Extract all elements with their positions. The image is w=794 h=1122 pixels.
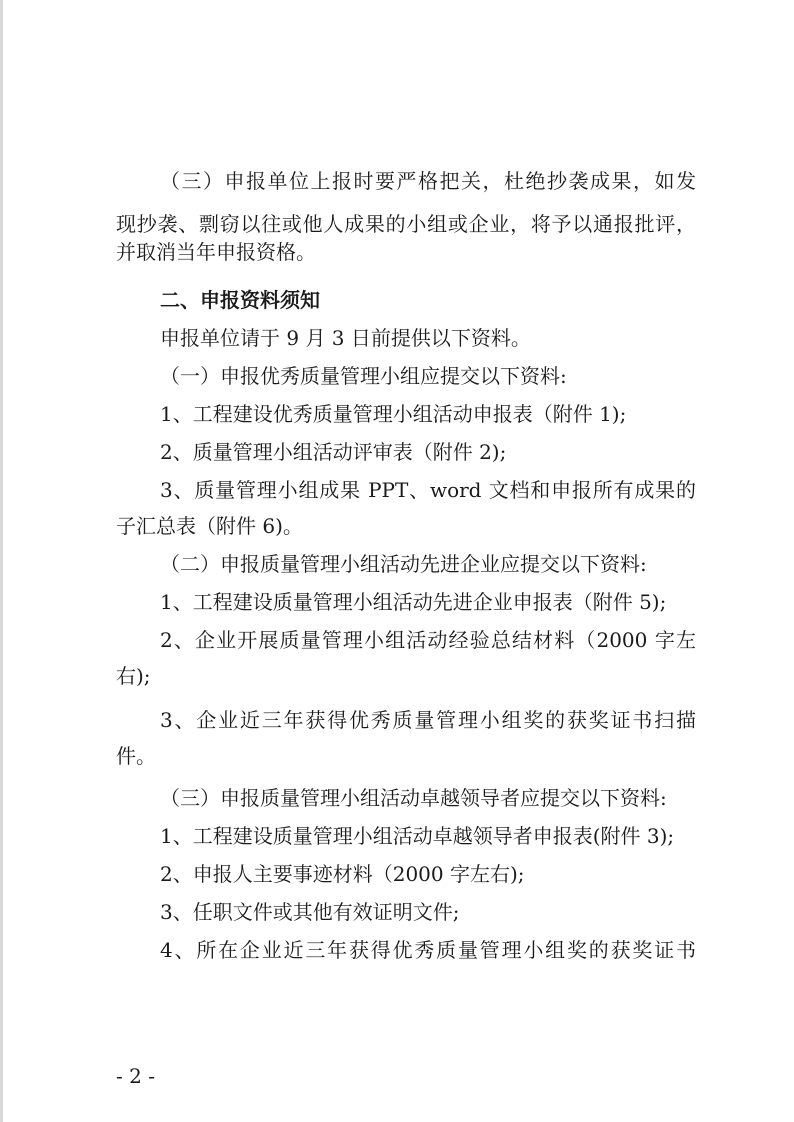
paragraph-line: 申报单位请于 9 月 3 日前提供以下资料。 (160, 326, 531, 350)
paragraph-line: （三）申报单位上报时要严格把关，杜绝抄袭成果，如发 (160, 169, 696, 193)
section-heading: 二、申报资料须知 (160, 288, 320, 312)
list-item: 3、企业近三年获得优秀质量管理小组奖的获奖证书扫描 (160, 708, 696, 732)
list-item: 2、质量管理小组活动评审表（附件 2); (160, 440, 507, 464)
list-item: 2、企业开展质量管理小组活动经验总结材料（2000 字左 (160, 628, 696, 652)
subsection-heading: （二）申报质量管理小组活动先进企业应提交以下资料: (160, 552, 647, 576)
list-item: 1、工程建设优秀质量管理小组活动申报表（附件 1); (160, 402, 627, 426)
list-item: 1、工程建设质量管理小组活动卓越领导者申报表(附件 3); (160, 824, 675, 848)
list-item-continuation: 件。 (116, 744, 156, 768)
list-item-continuation: 子汇总表（附件 6)。 (116, 514, 303, 538)
paragraph-line: 并取消当年申报资格。 (116, 240, 316, 264)
scan-edge (0, 0, 3, 1122)
paragraph-line: 现抄袭、剽窃以往或他人成果的小组或企业，将予以通报批评， (116, 212, 696, 236)
list-item: 2、申报人主要事迹材料（2000 字左右); (160, 862, 525, 886)
page-number: - 2 - (116, 1064, 155, 1088)
subsection-heading: （一）申报优秀质量管理小组应提交以下资料: (160, 364, 567, 388)
list-item: 1、工程建设质量管理小组活动先进企业申报表（附件 5); (160, 590, 667, 614)
list-item-continuation: 右); (116, 664, 151, 688)
list-item: 4、所在企业近三年获得优秀质量管理小组奖的获奖证书 (160, 938, 696, 962)
subsection-heading: （三）申报质量管理小组活动卓越领导者应提交以下资料: (160, 786, 667, 810)
list-item: 3、质量管理小组成果 PPT、word 文档和申报所有成果的 (160, 478, 696, 502)
list-item: 3、任职文件或其他有效证明文件; (160, 900, 460, 924)
